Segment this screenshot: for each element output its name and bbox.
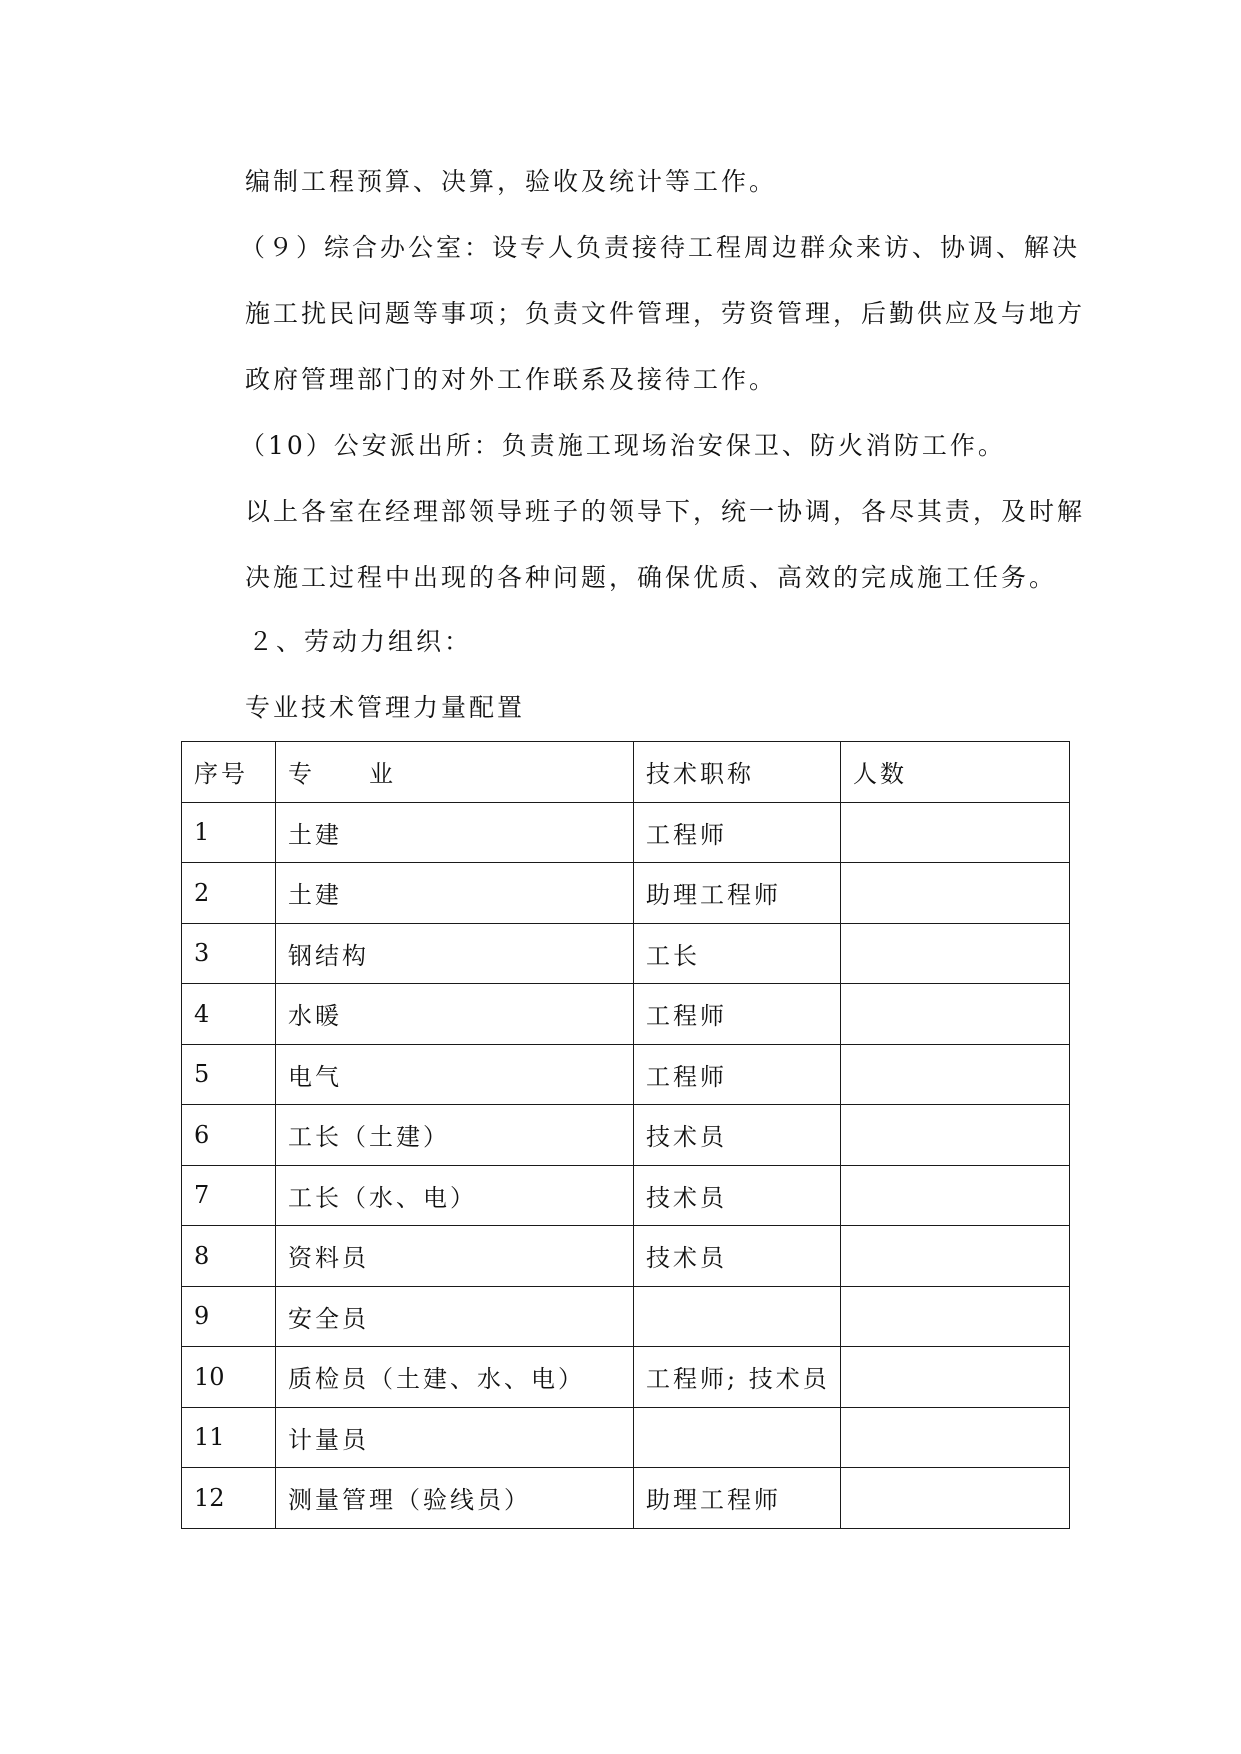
row-specialty: 钢结构 (276, 923, 634, 984)
row-title (634, 1286, 841, 1347)
table-row (182, 1105, 1070, 1166)
row-specialty: 安全员 (276, 1286, 634, 1347)
row-no: 3 (182, 923, 276, 984)
table-caption: 专业技术管理力量配置 (245, 693, 526, 722)
paragraph-line: 以上各室在经理部领导班子的领导下，统一协调，各尽其责，及时解 (245, 497, 1086, 526)
table-row (182, 1165, 1070, 1226)
header-title: 技术职称 (634, 742, 841, 803)
row-title: 助理工程师 (634, 1468, 841, 1529)
row-specialty: 水暖 (276, 984, 634, 1045)
row-title (634, 1407, 841, 1468)
row-title: 技术员 (634, 1226, 841, 1287)
row-no: 7 (182, 1165, 276, 1226)
row-count (841, 1286, 1070, 1347)
row-no: 10 (182, 1347, 276, 1408)
row-no: 6 (182, 1105, 276, 1166)
row-count (841, 1044, 1070, 1105)
row-specialty: 电气 (276, 1044, 634, 1105)
table-row (182, 1468, 1070, 1529)
row-title: 技术员 (634, 1105, 841, 1166)
staff-configuration-table (181, 741, 1070, 1529)
header-specialty: 专 业 (276, 742, 634, 803)
row-specialty: 质检员（土建、水、电） (276, 1347, 634, 1408)
row-count (841, 1165, 1070, 1226)
table-row (182, 1407, 1070, 1468)
table-header-row (182, 742, 1070, 803)
row-title: 工程师 (634, 984, 841, 1045)
row-title: 技术员 (634, 1165, 841, 1226)
row-specialty: 测量管理（验线员） (276, 1468, 634, 1529)
section-heading: ２、劳动力组织： (248, 627, 473, 656)
row-specialty: 工长（土建） (276, 1105, 634, 1166)
row-specialty: 工长（水、电） (276, 1165, 634, 1226)
row-title: 工程师 (634, 802, 841, 863)
table-row (182, 984, 1070, 1045)
row-count (841, 1468, 1070, 1529)
paragraph-line: 施工扰民问题等事项；负责文件管理，劳资管理，后勤供应及与地方 (245, 299, 1086, 328)
table-row (182, 802, 1070, 863)
row-count (841, 802, 1070, 863)
paragraph-line: 编制工程预算、决算，验收及统计等工作。 (245, 167, 778, 196)
row-title: 工程师; 技术员 (634, 1347, 841, 1408)
table-row (182, 1347, 1070, 1408)
row-specialty: 资料员 (276, 1226, 634, 1287)
paragraph-line: （９）综合办公室：设专人负责接待工程周边群众来访、协调、解决 (240, 233, 1081, 262)
row-no: 12 (182, 1468, 276, 1529)
paragraph-line: （10）公安派出所：负责施工现场治安保卫、防火消防工作。 (240, 431, 1006, 460)
row-count (841, 1347, 1070, 1408)
row-count (841, 863, 1070, 924)
row-count (841, 984, 1070, 1045)
table-row (182, 1286, 1070, 1347)
row-specialty: 土建 (276, 863, 634, 924)
row-count (841, 1407, 1070, 1468)
row-no: 1 (182, 802, 276, 863)
row-no: 9 (182, 1286, 276, 1347)
table-row (182, 1226, 1070, 1287)
header-count: 人数 (841, 742, 1070, 803)
row-no: 8 (182, 1226, 276, 1287)
row-no: 5 (182, 1044, 276, 1105)
row-count (841, 1105, 1070, 1166)
table-row (182, 1044, 1070, 1105)
table-row (182, 923, 1070, 984)
row-no: 2 (182, 863, 276, 924)
paragraph-line: 决施工过程中出现的各种问题，确保优质、高效的完成施工任务。 (245, 563, 1058, 592)
row-title: 工长 (634, 923, 841, 984)
table-row (182, 863, 1070, 924)
header-no: 序号 (182, 742, 276, 803)
row-specialty: 土建 (276, 802, 634, 863)
row-title: 助理工程师 (634, 863, 841, 924)
row-specialty: 计量员 (276, 1407, 634, 1468)
row-count (841, 923, 1070, 984)
row-no: 11 (182, 1407, 276, 1468)
row-title: 工程师 (634, 1044, 841, 1105)
row-count (841, 1226, 1070, 1287)
paragraph-line: 政府管理部门的对外工作联系及接待工作。 (245, 365, 778, 394)
row-no: 4 (182, 984, 276, 1045)
